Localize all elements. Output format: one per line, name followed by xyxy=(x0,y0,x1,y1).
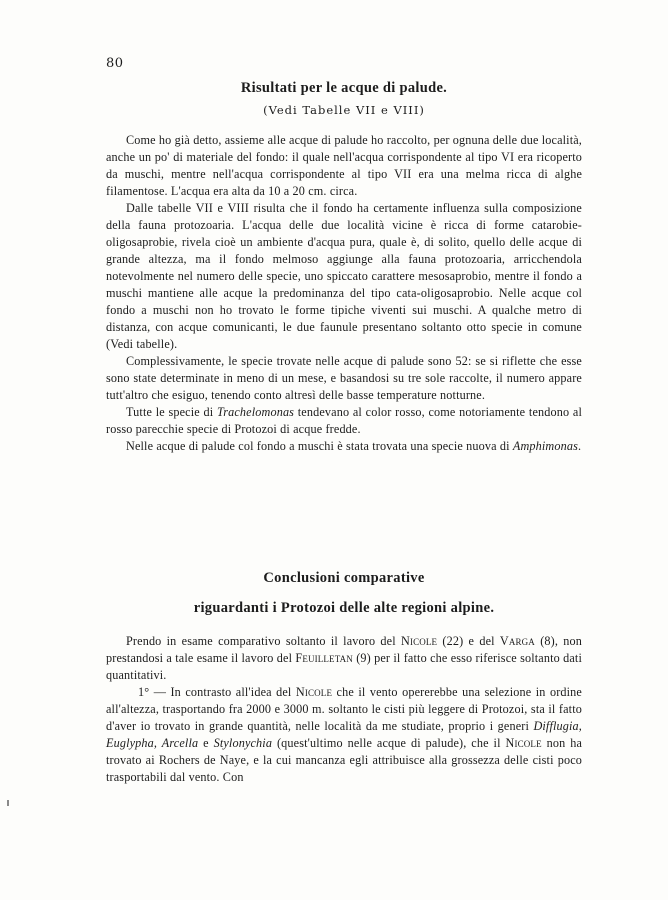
text-run: (quest'ultimo nelle acque di palude), che il xyxy=(272,736,506,750)
genus-name: Trachelomonas xyxy=(216,405,295,419)
scan-mark xyxy=(7,800,9,806)
paragraph xyxy=(106,404,582,438)
paragraph: Dalle tabelle VII e VIII risulta che il fondo ha certamente influenza sulla composizione della fauna protozoaria. L'acqua delle due località vicine è ricca di forme catarobie-oligosaprobie, rivela cioè un ambiente d'acqua pura, quale è, di solito, quello delle acque di grande altezza, ma il fondo melmoso aggiunge alla fauna protozoaria, arricchendola notevolmente nel numero delle specie, uno spiccato carattere mesosaprobio, mentre il fondo a muschi mantiene alle acque la predominanza del tipo cata-oligosaprobio. Nelle acque col fondo a muschi non ho trovato le forme tipiche viventi sui muschi. A qualche metro di distanza, con acque comunicanti, le due faunule presentano soltanto otto specie in comune (Vedi tabelle). xyxy=(106,201,582,351)
text-run: Tutte le specie di xyxy=(126,405,217,419)
paragraph xyxy=(106,684,582,786)
text-run: tendevano al color rosso, come notoriamente tendono al rosso parecchie specie di Protozoi di acque fredde. xyxy=(106,405,582,436)
text-run: (22) e del xyxy=(437,634,500,648)
author-name: Feuilletan xyxy=(295,651,353,665)
author-name: Varga xyxy=(499,634,535,648)
paragraph xyxy=(106,438,582,455)
section-conclusioni-sub xyxy=(106,600,582,617)
author-name: Nicole xyxy=(505,736,542,750)
section-title-line2: riguardanti i Protozoi delle alte regioni alpine. xyxy=(193,600,495,616)
text-run: . xyxy=(578,439,582,453)
section-subtitle: (Vedi Tabelle VII e VIII) xyxy=(263,103,425,117)
text-run: Prendo in esame comparativo soltanto il lavoro del xyxy=(126,634,401,648)
section-conclusioni xyxy=(106,570,582,587)
section-palude-body xyxy=(106,132,582,455)
page-number: 80 xyxy=(106,56,124,71)
author-name: Nicole xyxy=(295,685,333,699)
genus-name: Stylonychia xyxy=(213,736,273,750)
text-run: (9) per il fatto che esso riferisce soltanto dati quantitativi. xyxy=(106,651,582,682)
genus-list: Difflugia, Euglypha, Arcella xyxy=(106,719,582,750)
text-run: che il vento opererebbe una selezione in ordine all'altezza, trasportando fra 2000 e 3000 m. soltanto le cisti più leggere di Protozoi, sta il fatto d'aver io trovato in grande quantità, nelle località da me studiate, proprio i generi xyxy=(106,685,582,733)
text-run: e xyxy=(198,736,214,750)
genus-name: Amphimonas xyxy=(512,439,579,453)
paragraph: Complessivamente, le specie trovate nelle acque di palude sono 52: se si riflette che esse sono state determinate in meno di un mese, e basandosi su tre sole raccolte, il numero appare tutt'altro che esiguo, tenendo conto altresì delle basse temperature notturne. xyxy=(106,354,582,402)
author-name: Nicole xyxy=(401,634,438,648)
section-title: Conclusioni comparative xyxy=(263,570,425,586)
text-run: non ha trovato ai Rochers de Naye, e la cui mancanza egli attribuisce alla grossezza delle cisti poco trasportabili dal vento. Con xyxy=(106,736,583,784)
text-run: 1° — In contrasto all'idea del xyxy=(138,685,296,699)
section-conclusioni-body xyxy=(106,633,582,786)
text-run: Nelle acque di palude col fondo a muschi è stata trovata una specie nuova di xyxy=(126,439,513,453)
section-title: Risultati per le acque di palude. xyxy=(240,80,448,96)
paragraph: Come ho già detto, assieme alle acque di palude ho raccolto, per ognuna delle due località, anche un po' di materiale del fondo: il quale nell'acqua corrispondente al tipo VI era ricoperto da muschi, mentre nell'acqua corrispondente al tipo VII era una melma ricca di alghe filamentose. L'acqua era alta da 10 a 20 cm. circa. xyxy=(106,133,582,198)
text-run: (8), non prestandosi a tale esame il lavoro del xyxy=(106,634,583,665)
section-palude xyxy=(106,80,582,117)
paragraph xyxy=(106,633,582,684)
